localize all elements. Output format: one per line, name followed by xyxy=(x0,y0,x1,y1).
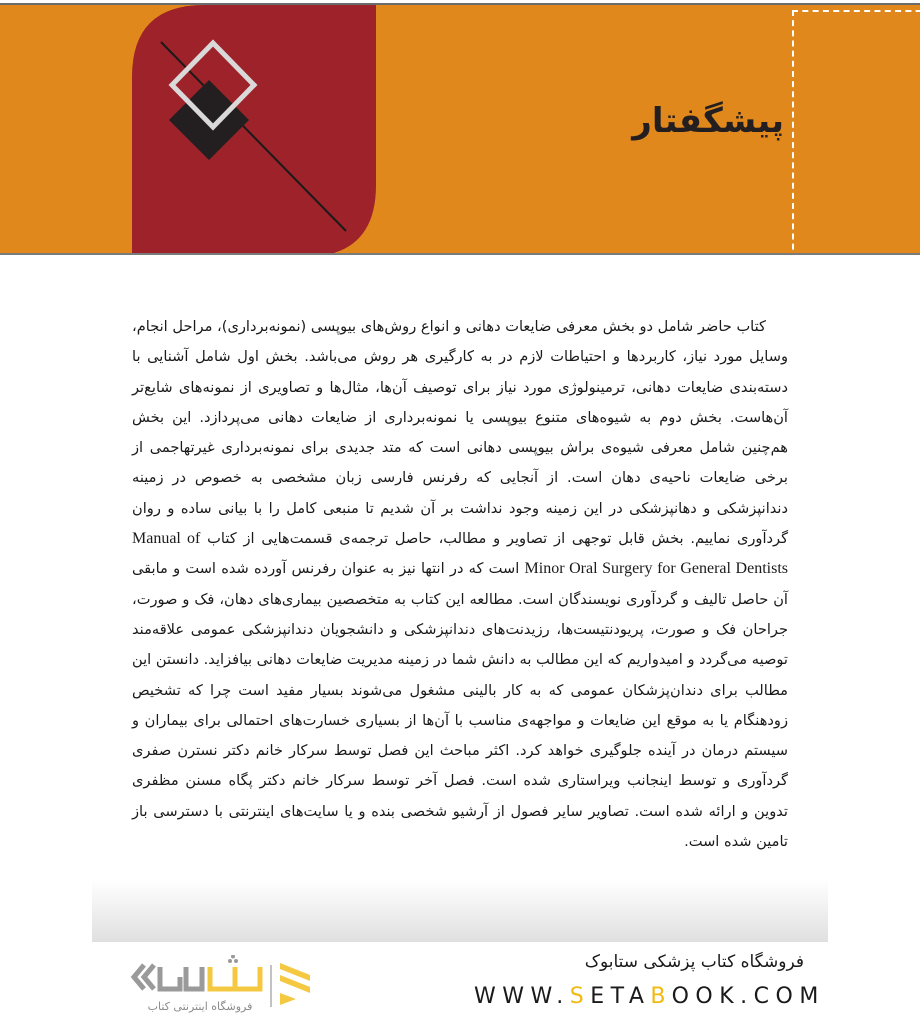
paragraph-text-part-1: کتاب حاضر شامل دو بخش معرفی ضایعات دهانی و انواع روش‌های بیوپسی (نمونه‌برداری)، مراحل انجام، وسایل مورد نیاز، کاربردها و احتیاطات لازم در به کارگیری هر روش می‌باشد. بخش اول شامل آشنایی با دسته‌بندی ضایعات دهانی، ترمینولوژی مورد نیاز برای توصیف آن‌ها، مثال‌ها و تصاویری از نمونه‌های شایع‌تر آن‌هاست. بخش دوم به شیوه‌های متنوع بیوپسی یا نمونه‌برداری از ضایعات دهانی می‌پردازد. این بخش هم‌چنین شامل معرفی شیوه‌ی براش بیوپسی دهانی است که متد جدیدی برای نمونه‌برداری غیرتهاجمی از برخی ضایعات ناحیه‌ی دهان است. از آنجایی که رفرنس فارسی زبان مشخصی به خصوص در زمینه دندانپزشکی و دهانپزشکی در این زمینه وجود نداشت بر آن شدیم تا منبعی کامل را با بیانی ساده و روان گردآوری نماییم. بخش قابل توجهی از تصاویر و مطالب، حاصل ترجمه‌ی قسمت‌هایی از کتاب xyxy=(132,318,789,548)
logo-tagline: فروشگاه اینترنتی کتاب xyxy=(147,1000,253,1013)
url-part-rest: OOK.COM xyxy=(671,984,825,1009)
foreword-body xyxy=(132,312,788,857)
foreword-paragraph xyxy=(132,312,788,857)
bottom-fade-shadow xyxy=(92,880,828,942)
dashed-corner-frame xyxy=(792,10,920,255)
store-url-link[interactable] xyxy=(474,984,825,1009)
chapter-title: پیشگفتار xyxy=(632,101,784,141)
url-highlight-s: S xyxy=(569,984,591,1009)
url-part-eta: ETA xyxy=(590,984,651,1009)
paragraph-text-part-2: است که در انتها نیز به عنوان رفرنس آورده شده است و مابقی آن حاصل تالیف و گردآوری نویسندگان است. مطالعه این کتاب به متخصصین بیماری‌های دهان، فک و صورت، جراحان فک و صورت، پریودنتیست‌ها، رزیدنت‌های دندانپزشکی و دانشجویان دندانپزشکی عمومی علاقه‌مند توصیه می‌گردد و امیدواریم که این مطالب به دانش شما در زمینه مدیریت ضایعات دهانی بیافزاید. دانستن این مطالب برای دندان‌پزشکان عمومی که به کار بالینی مشغول می‌شوند بسیار مفید است چرا که تشخیص زودهنگام یا به موقع این ضایعات و مواجهه‌ی مناسب با آن‌ها از بسیاری خسارت‌های احتمالی برای بیماران و سیستم درمان در آینده جلوگیری خواهد کرد. اکثر مباحث این فصل توسط سرکار خانم دکتر نسترن صفری گردآوری و توسط اینجانب ویراستاری شده است. فصل آخر توسط سرکار خانم دکتر پگاه مسنن مظفری تدوین و ارائه شده است. تصاویر سایر فصول از آرشیو شخصی بنده و یا سایت‌های اینترنتی با دسترسی باز تامین شده است. xyxy=(132,560,788,851)
red-panel-shape xyxy=(132,5,376,255)
url-highlight-b: B xyxy=(650,984,672,1009)
store-name: فروشگاه کتاب پزشکی ستابوک xyxy=(584,952,804,972)
referenced-book-title: Manual of Minor Oral Surgery for General Dentists xyxy=(132,530,789,578)
url-prefix: WWW. xyxy=(474,984,570,1009)
chapter-header-band xyxy=(0,3,920,255)
